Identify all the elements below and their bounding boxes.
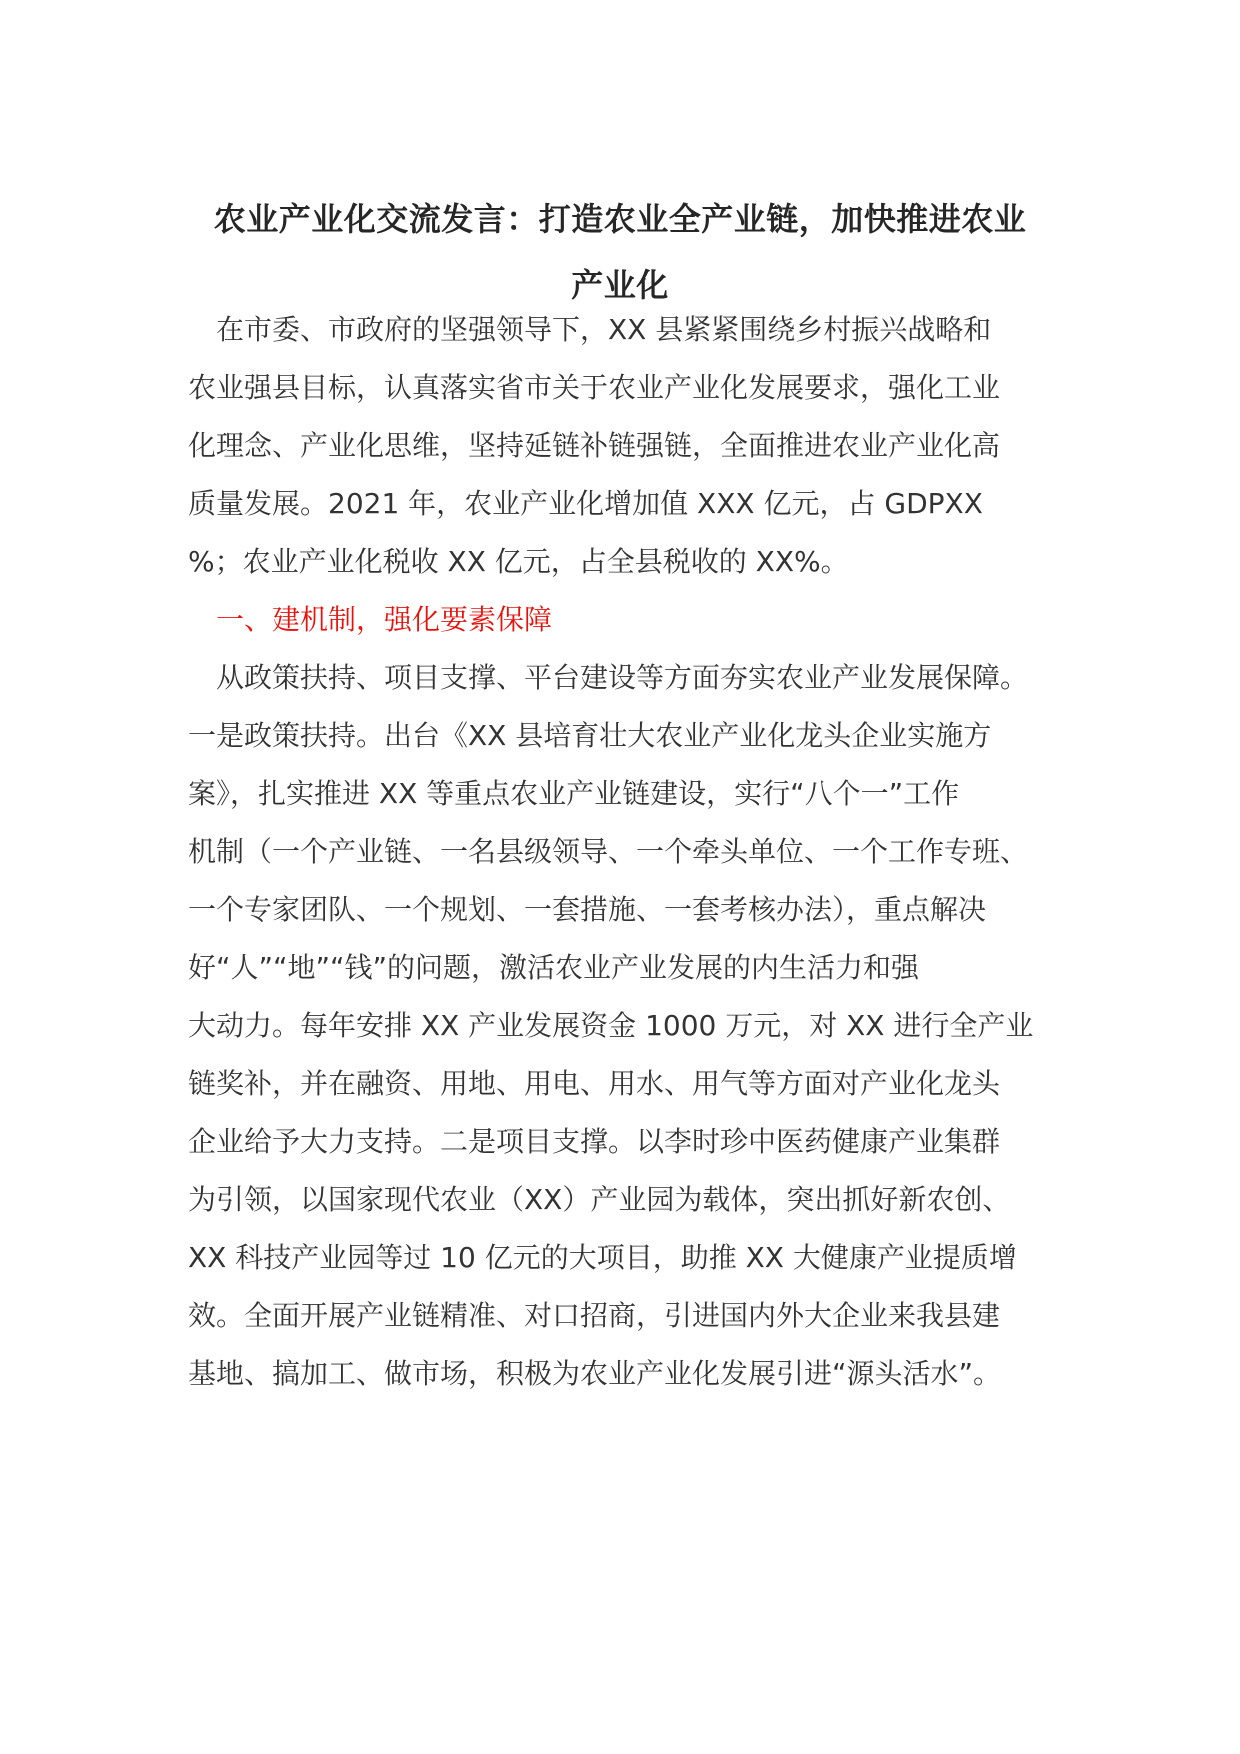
paragraph-1-line: 质量发展。2021 年，农业产业化增加值 XXX 亿元，占 GDPXX xyxy=(188,487,983,520)
paragraph-1-line: 在市委、市政府的坚强领导下，XX 县紧紧围绕乡村振兴战略和 xyxy=(188,313,992,346)
paragraph-1-line: 化理念、产业化思维，坚持延链补链强链，全面推进农业产业化高 xyxy=(188,429,1001,462)
paragraph-2-line: 机制（一个产业链、一名县级领导、一个牵头单位、一个工作专班、 xyxy=(188,835,1029,868)
paragraph-2-line: 链奖补，并在融资、用地、用电、用水、用气等方面对产业化龙头 xyxy=(188,1067,1001,1100)
paragraph-2-line: XX 科技产业园等过 10 亿元的大项目，助推 XX 大健康产业提质增 xyxy=(188,1241,1017,1274)
section-heading: 一、建机制，强化要素保障 xyxy=(188,603,553,636)
paragraph-2-line: 案》，扎实推进 XX 等重点农业产业链建设，实行“八个一”工作 xyxy=(188,777,960,810)
paragraph-2-line: 效。全面开展产业链精准、对口招商，引进国内外大企业来我县建 xyxy=(188,1299,1001,1332)
paragraph-2-line: 一是政策扶持。出台《XX 县培育壮大农业产业化龙头企业实施方 xyxy=(188,719,992,752)
paragraph-2-line: 大动力。每年安排 XX 产业发展资金 1000 万元，对 XX 进行全产业 xyxy=(188,1009,1034,1042)
paragraph-2-line: 从政策扶持、项目支撑、平台建设等方面夯实农业产业发展保障。 xyxy=(188,661,1029,694)
paragraph-2-line: 为引领，以国家现代农业（XX）产业园为载体，突出抓好新农创、 xyxy=(188,1183,1011,1216)
paragraph-1-line: %；农业产业化税收 XX 亿元，占全县税收的 XX%。 xyxy=(188,545,849,578)
paragraph-2-line: 好“人”“地”“钱”的问题，激活农业产业发展的内生活力和强 xyxy=(188,951,920,984)
paragraph-2-line: 一个专家团队、一个规划、一套措施、一套考核办法），重点解决 xyxy=(188,893,987,926)
paragraph-2-line: 企业给予大力支持。二是项目支撑。以李时珍中医药健康产业集群 xyxy=(188,1125,1001,1158)
paragraph-1-line: 农业强县目标，认真落实省市关于农业产业化发展要求，强化工业 xyxy=(188,371,1001,404)
document-title-line-1: 农业产业化交流发言：打造农业全产业链，加快推进农业 xyxy=(213,200,1027,238)
document-title-line-2: 产业化 xyxy=(571,266,669,304)
paragraph-2-line: 基地、搞加工、做市场，积极为农业产业化发展引进“源头活水”。 xyxy=(188,1357,1002,1390)
